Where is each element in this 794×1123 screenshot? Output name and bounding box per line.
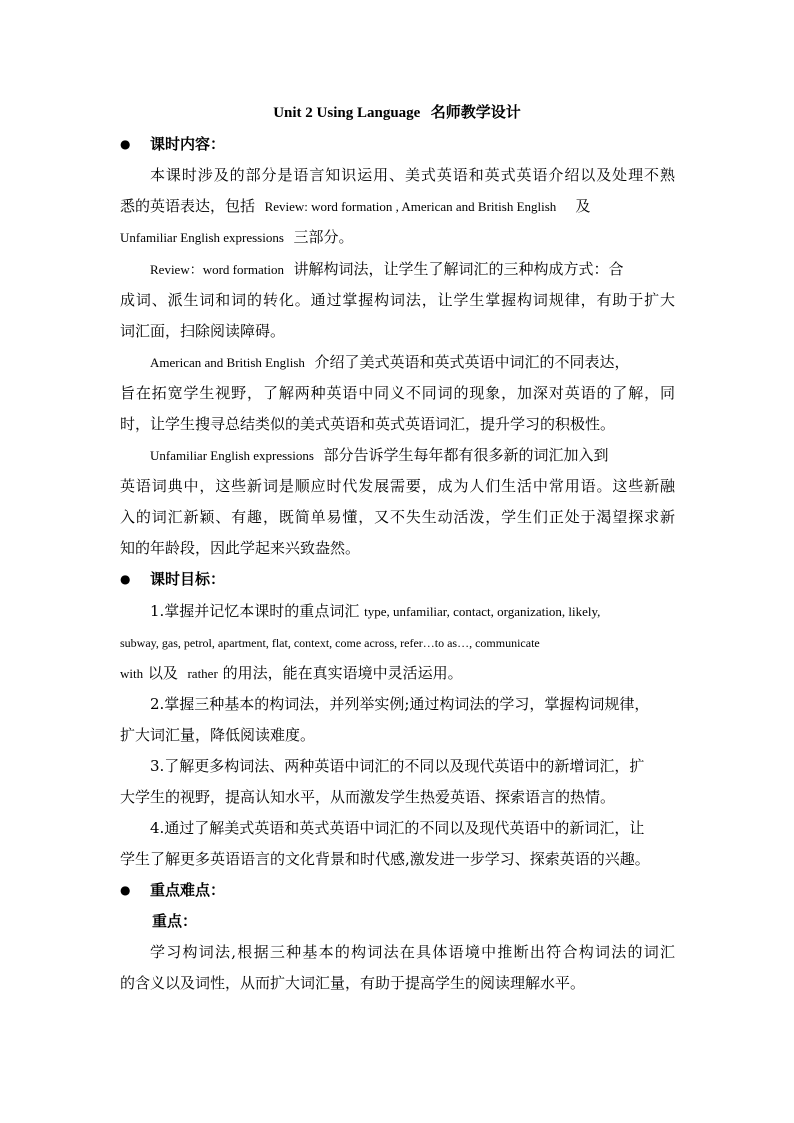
subheading-key: 重点： xyxy=(152,912,198,930)
title-chinese: 名师教学设计 xyxy=(430,103,521,121)
text-span-english: Unfamiliar English expressions xyxy=(150,448,314,463)
text-span-english: Review: word formation , American and British English xyxy=(264,199,557,214)
section-heading-key-points xyxy=(120,879,225,901)
paragraph-line: 大学生的视野，提高认知水平，从而激发学生热爱英语、探索语言的热情。 xyxy=(120,788,616,806)
text-span-english: Review：word formation xyxy=(150,262,284,277)
paragraph-line xyxy=(120,226,675,249)
section-heading-label: 课时目标： xyxy=(150,570,226,588)
paragraph-line: 入的词汇新颖、有趣，既简单易懂，又不失生动活泼，学生们正处于渴望探求新 xyxy=(120,508,675,526)
text-span: 部分告诉学生每年都有很多新的词汇加入到 xyxy=(323,446,609,464)
text-span-english: type, unfamiliar, contact, organization, likely, xyxy=(364,604,601,619)
paragraph-line: 旨在拓宽学生视野，了解两种英语中同义不同词的现象，加深对英语的了解，同 xyxy=(120,384,675,402)
section-heading-content xyxy=(120,133,225,155)
paragraph-line: 4.通过了解美式英语和英式英语中词汇的不同以及现代英语中的新词汇，让 xyxy=(150,819,645,837)
text-span: 的用法，能在真实语境中灵活运用。 xyxy=(222,664,463,682)
section-heading-objectives xyxy=(120,568,225,590)
paragraph-line: 3.了解更多构词法、两种英语中词汇的不同以及现代英语中的新增词汇，扩 xyxy=(150,757,645,775)
text-span-english: subway, gas, petrol, apartment, flat, context, come across, refer…to as…, communicate xyxy=(120,636,540,650)
paragraph-line: 学生了解更多英语语言的文化背景和时代感,激发进一步学习、探索英语的兴趣。 xyxy=(120,850,650,868)
paragraph-line xyxy=(120,662,675,685)
text-span-english: with xyxy=(120,666,144,681)
paragraph-line xyxy=(150,351,675,374)
paragraph-line: 英语词典中，这些新词是顺应时代发展需要，成为人们生活中常用语。这些新融 xyxy=(120,477,675,495)
paragraph-line: 2.掌握三种基本的构词法，并列举实例;通过构词法的学习，掌握构词规律， xyxy=(150,695,650,713)
section-heading-label: 重点难点： xyxy=(150,881,226,899)
paragraph-line: 时，让学生搜寻总结类似的美式英语和英式英语词汇，提升学习的积极性。 xyxy=(120,415,616,433)
text-span: 1.掌握并记忆本课时的重点词汇 xyxy=(150,602,360,620)
section-heading-label: 课时内容： xyxy=(150,135,226,153)
paragraph-line xyxy=(150,600,675,623)
text-span-english: American and British English xyxy=(150,355,305,370)
paragraph-line: 的含义以及词性，从而扩大词汇量，有助于提高学生的阅读理解水平。 xyxy=(120,974,586,992)
paragraph-line: 词汇面，扫除阅读障碍。 xyxy=(120,322,286,340)
paragraph-line xyxy=(150,258,675,281)
text-span-english: Unfamiliar English expressions xyxy=(120,230,284,245)
paragraph-line xyxy=(150,444,675,467)
text-span: 以及 xyxy=(147,664,178,682)
paragraph-line xyxy=(120,195,675,218)
text-span: 介绍了美式英语和英式英语中词汇的不同表达， xyxy=(314,353,630,371)
bullet-icon: ● xyxy=(120,572,131,586)
text-span: 悉的英语表达，包括 xyxy=(120,197,256,215)
paragraph-line: 扩大词汇量，降低阅读难度。 xyxy=(120,726,316,744)
title-english: Unit 2 Using Language xyxy=(273,105,421,121)
text-span-english: rather xyxy=(187,666,218,681)
text-span: 三部分。 xyxy=(293,228,354,246)
paragraph-line: 本课时涉及的部分是语言知识运用、美式英语和英式英语介绍以及处理不熟 xyxy=(150,166,675,184)
text-span: 及 xyxy=(575,197,591,215)
bullet-icon: ● xyxy=(120,137,131,151)
paragraph-line: 学习构词法,根据三种基本的构词法在具体语境中推断出符合构词法的词汇 xyxy=(150,943,675,961)
paragraph-line: 知的年龄段，因此学起来兴致盎然。 xyxy=(120,539,361,557)
document-title xyxy=(0,101,794,124)
paragraph-line: 成词、派生词和词的转化。通过掌握构词法，让学生掌握构词规律，有助于扩大 xyxy=(120,291,675,309)
text-span: 讲解构词法，让学生了解词汇的三种构成方式：合 xyxy=(293,260,624,278)
paragraph-line xyxy=(120,631,675,654)
bullet-icon: ● xyxy=(120,883,131,897)
